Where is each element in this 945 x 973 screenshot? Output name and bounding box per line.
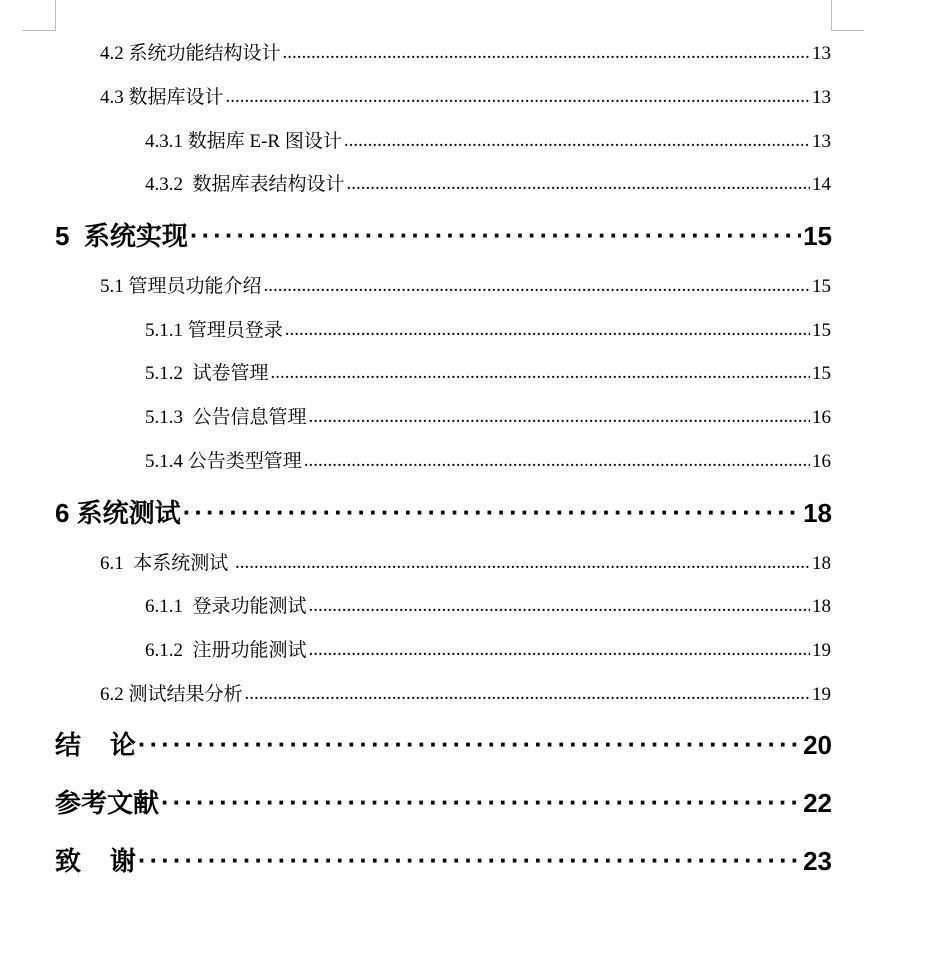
toc-entry-label: 参考文献 <box>55 788 160 818</box>
toc-entry-6-1-2[interactable] <box>145 635 831 662</box>
toc-entry-label: 6.2 测试结果分析 <box>100 684 243 705</box>
toc-leader-dots <box>183 497 801 528</box>
toc-entry-6-1[interactable] <box>100 548 831 575</box>
toc-entry-label: 4.3 数据库设计 <box>100 87 224 108</box>
toc-entry-page: 14 <box>812 174 831 195</box>
toc-entry-4-3-1[interactable] <box>145 126 831 153</box>
toc-entry-label: 6.1.1 登录功能测试 <box>145 596 307 617</box>
toc-entry-6-1-1[interactable] <box>145 591 831 618</box>
toc-entry-page: 15 <box>803 221 832 251</box>
toc-leader-dots <box>226 86 810 108</box>
toc-entry-5-1-1[interactable] <box>145 315 831 342</box>
toc-entry-label: 4.2 系统功能结构设计 <box>100 43 281 64</box>
toc-entry-page: 18 <box>812 553 831 574</box>
toc-leader-dots <box>245 683 810 705</box>
toc-entry-label: 结 论 <box>55 730 136 760</box>
toc-entry-4-3[interactable] <box>100 82 831 109</box>
toc-entry-label: 5.1.3 公告信息管理 <box>145 407 307 428</box>
toc-entry-5-1[interactable] <box>100 271 831 298</box>
toc-entry-5-1-4[interactable] <box>145 446 831 473</box>
toc-entry-page: 19 <box>812 640 831 661</box>
toc-entry-label: 4.3.2 数据库表结构设计 <box>145 174 345 195</box>
toc-entry-label: 6 系统测试 <box>55 498 181 528</box>
toc-entry-label: 5.1.2 试卷管理 <box>145 363 269 384</box>
toc-leader-dots <box>344 130 810 152</box>
toc-entry-label: 5.1.1 管理员登录 <box>145 320 283 341</box>
toc-entry-page: 22 <box>803 788 832 818</box>
toc-entry-4-3-2[interactable] <box>145 169 831 196</box>
toc-leader-dots <box>190 220 801 251</box>
toc-entry-acknowledgements[interactable] <box>55 841 832 878</box>
toc-entry-label: 6.1 本系统测试 <box>100 553 234 574</box>
toc-leader-dots <box>235 552 810 574</box>
toc-leader-dots <box>271 362 810 384</box>
toc-entry-page: 20 <box>803 730 832 760</box>
toc-entry-page: 15 <box>812 276 831 297</box>
toc-leader-dots <box>264 275 810 297</box>
toc-entry-5-1-2[interactable] <box>145 358 831 385</box>
toc-leader-dots <box>138 845 801 876</box>
crop-mark-top-right <box>831 0 864 31</box>
toc-entry-label: 5.1.4 公告类型管理 <box>145 451 302 472</box>
toc-entry-conclusion[interactable] <box>55 725 832 762</box>
toc-entry-6-2[interactable] <box>100 679 831 706</box>
toc-entry-chapter-5[interactable] <box>55 216 832 253</box>
toc-entry-page: 19 <box>812 684 831 705</box>
toc-entry-label: 4.3.1 数据库 E-R 图设计 <box>145 131 342 152</box>
toc-leader-dots <box>304 450 810 472</box>
toc-entry-page: 15 <box>812 320 831 341</box>
toc-entry-page: 23 <box>803 846 832 876</box>
toc-entry-page: 13 <box>812 87 831 108</box>
toc-entry-page: 18 <box>803 498 832 528</box>
toc-leader-dots <box>138 729 801 760</box>
toc-entry-label: 6.1.2 注册功能测试 <box>145 640 307 661</box>
toc-entry-references[interactable] <box>55 783 832 820</box>
toc-leader-dots <box>309 639 810 661</box>
toc-entry-label: 5 系统实现 <box>55 221 188 251</box>
toc-leader-dots <box>309 595 810 617</box>
toc-entry-4-2[interactable] <box>100 38 831 65</box>
toc-entry-chapter-6[interactable] <box>55 493 832 530</box>
toc-leader-dots <box>161 787 801 818</box>
toc-entry-page: 13 <box>812 131 831 152</box>
toc-leader-dots <box>309 406 810 428</box>
toc-entry-label: 致 谢 <box>55 846 136 876</box>
toc-leader-dots <box>347 173 810 195</box>
toc-entry-page: 18 <box>812 596 831 617</box>
crop-mark-top-left <box>22 0 56 31</box>
toc-entry-page: 16 <box>812 451 831 472</box>
toc-leader-dots <box>285 319 810 341</box>
toc-entry-5-1-3[interactable] <box>145 402 831 429</box>
toc-entry-label: 5.1 管理员功能介绍 <box>100 276 262 297</box>
toc-entry-page: 13 <box>812 43 831 64</box>
toc-entry-page: 15 <box>812 363 831 384</box>
toc-entry-page: 16 <box>812 407 831 428</box>
toc-leader-dots <box>283 42 810 64</box>
